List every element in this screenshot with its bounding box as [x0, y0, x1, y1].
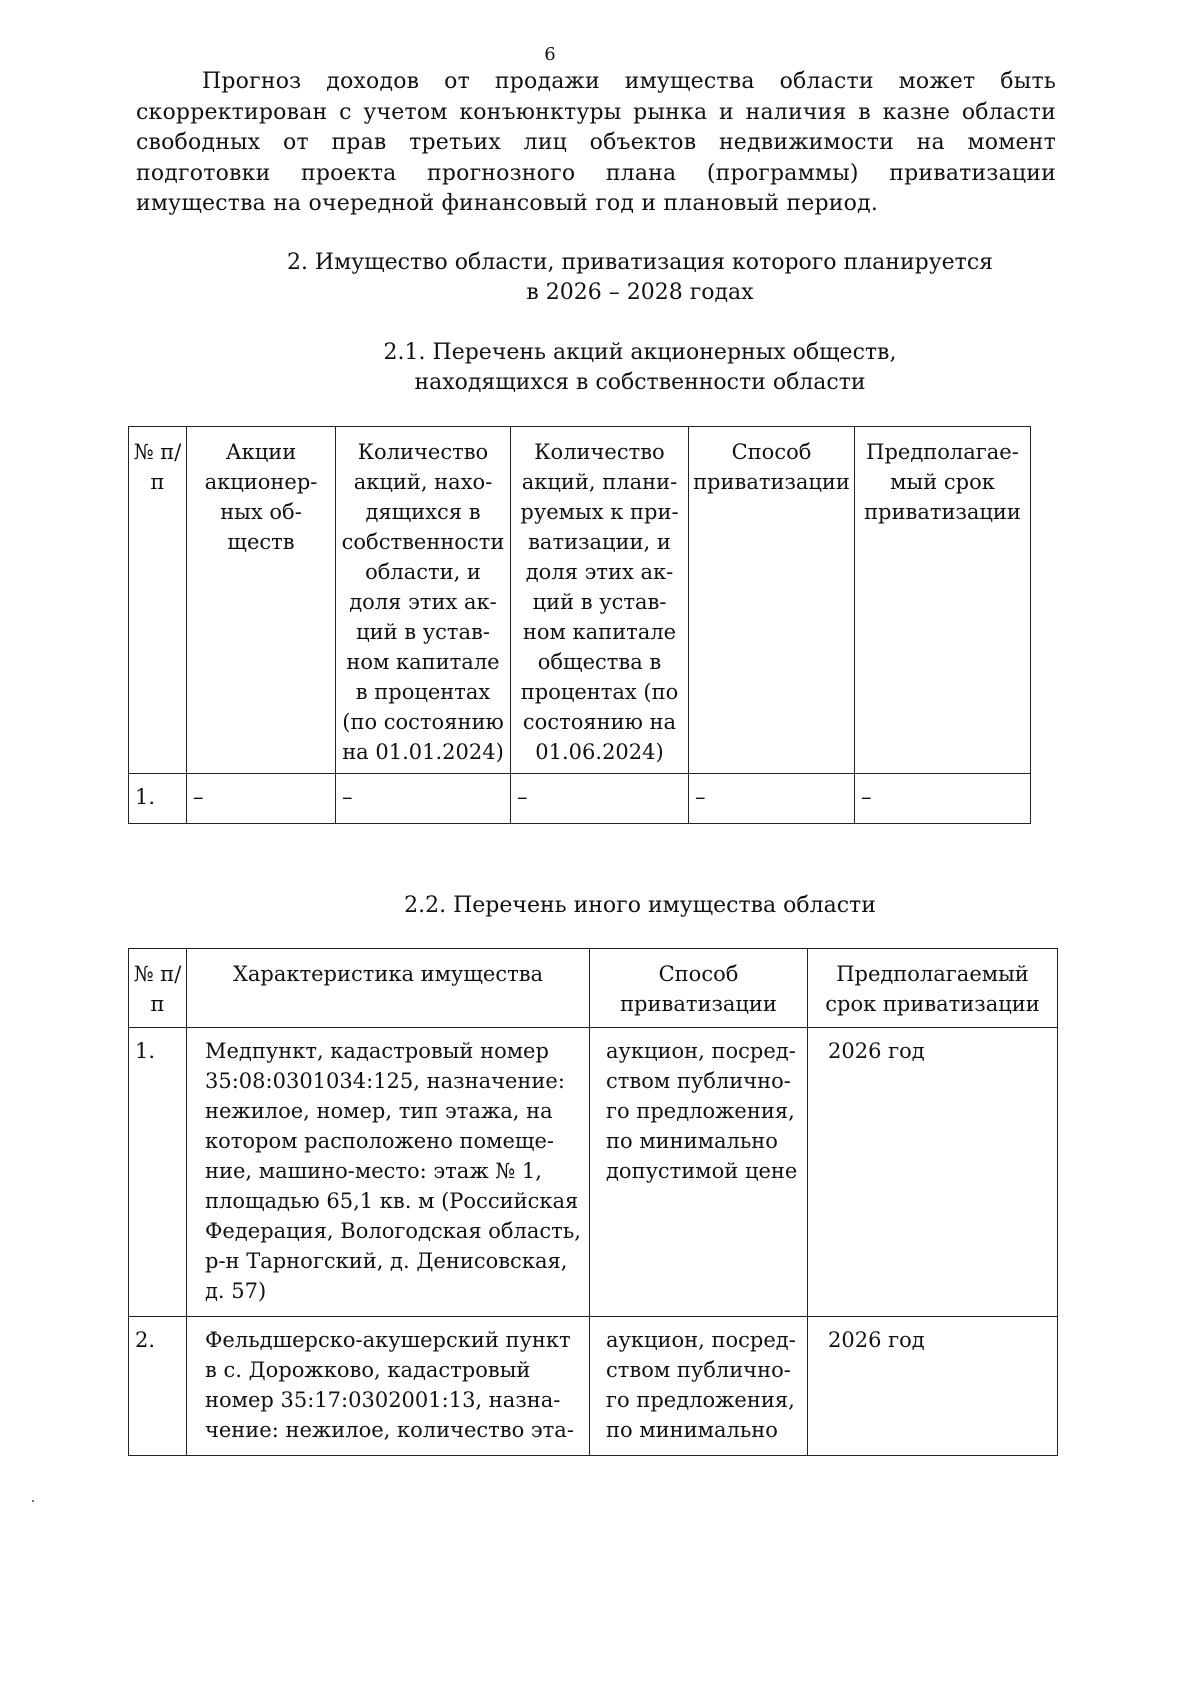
header-privatization-term: Предполагаемый срок приватизации	[855, 427, 1031, 774]
table-row	[129, 1317, 1058, 1456]
header-privatization-method: Способ приватизации	[590, 949, 808, 1028]
header-privatization-method: Способ приватизации	[689, 427, 855, 774]
subsection-2-1-title	[230, 338, 1050, 398]
table-header-row	[129, 949, 1058, 1028]
subsection-2-2-title: 2.2. Перечень иного имущества области	[404, 893, 876, 918]
header-number: № п/п	[129, 427, 187, 774]
cell-number: 1.	[129, 774, 187, 824]
page-number: 6	[544, 44, 556, 65]
table-row	[129, 774, 1031, 824]
cell-shares-owned: –	[336, 774, 511, 824]
cell-property-description: Медпункт, кадастровый номер 35:08:0301034:125, назначение: нежилое, номер, тип этажа, на котором расположено помещение, машино-место: этаж № 1, площадью 65,1 кв. м (Российская Федерация, Вологодская область, р-н Тарногский, д. Денисовская, д. 57)	[187, 1028, 590, 1317]
header-shares-planned: Количество акций, планируемых к приватизации, и доля этих акций в уставном капитале общества в процентах (по состоянию на 01.06.2024)	[511, 427, 689, 774]
cell-privatization-term: 2026 год	[808, 1028, 1058, 1317]
cell-privatization-method: аукцион, посредством публичного предложения, по минимально	[590, 1317, 808, 1456]
subsection-2-1-title-line-1: 2.1. Перечень акций акционерных обществ,	[383, 340, 897, 365]
table-row	[129, 1028, 1058, 1317]
cell-shares: –	[187, 774, 336, 824]
cell-number: 2.	[129, 1317, 187, 1456]
section-title-line-1: 2. Имущество области, приватизация которого планируется	[286, 250, 994, 275]
header-shares-owned: Количество акций, находящихся в собственности области, и доля этих акций в уставном капитале в процентах (по состоянию на 01.01.2024)	[336, 427, 511, 774]
header-property-description: Характеристика имущества	[187, 949, 590, 1028]
cell-privatization-method: –	[689, 774, 855, 824]
section-title	[230, 248, 1050, 308]
header-shares: Акции акционерных обществ	[187, 427, 336, 774]
cell-property-description: Фельдшерско-акушерский пункт в с. Дорожково, кадастровый номер 35:17:0302001:13, назначение: нежилое, количество эта-	[187, 1317, 590, 1456]
cell-privatization-term: –	[855, 774, 1031, 824]
section-title-line-2: в 2026 – 2028 годах	[526, 280, 754, 305]
property-table	[128, 948, 1058, 1456]
intro-paragraph: Прогноз доходов от продажи имущества области может быть скорректирован с учетом конъюнктуры рынка и наличия в казне области свободных от прав третьих лиц объектов недвижимости на момент подготовки проекта прогнозного плана (программы) приватизации имущества на очередной финансовый год и плановый период.	[136, 69, 1056, 217]
cell-privatization-method: аукцион, посредством публичного предложения, по минимально допустимой цене	[590, 1028, 808, 1317]
cell-number: 1.	[129, 1028, 187, 1317]
scan-speck	[32, 1500, 34, 1502]
subsection-2-1-title-line-2: находящихся в собственности области	[414, 370, 866, 395]
header-privatization-term: Предполагаемый срок приватизации	[808, 949, 1058, 1028]
shares-table	[128, 426, 1031, 824]
cell-privatization-term: 2026 год	[808, 1317, 1058, 1456]
header-number: № п/п	[129, 949, 187, 1028]
table-header-row	[129, 427, 1031, 774]
cell-shares-planned: –	[511, 774, 689, 824]
